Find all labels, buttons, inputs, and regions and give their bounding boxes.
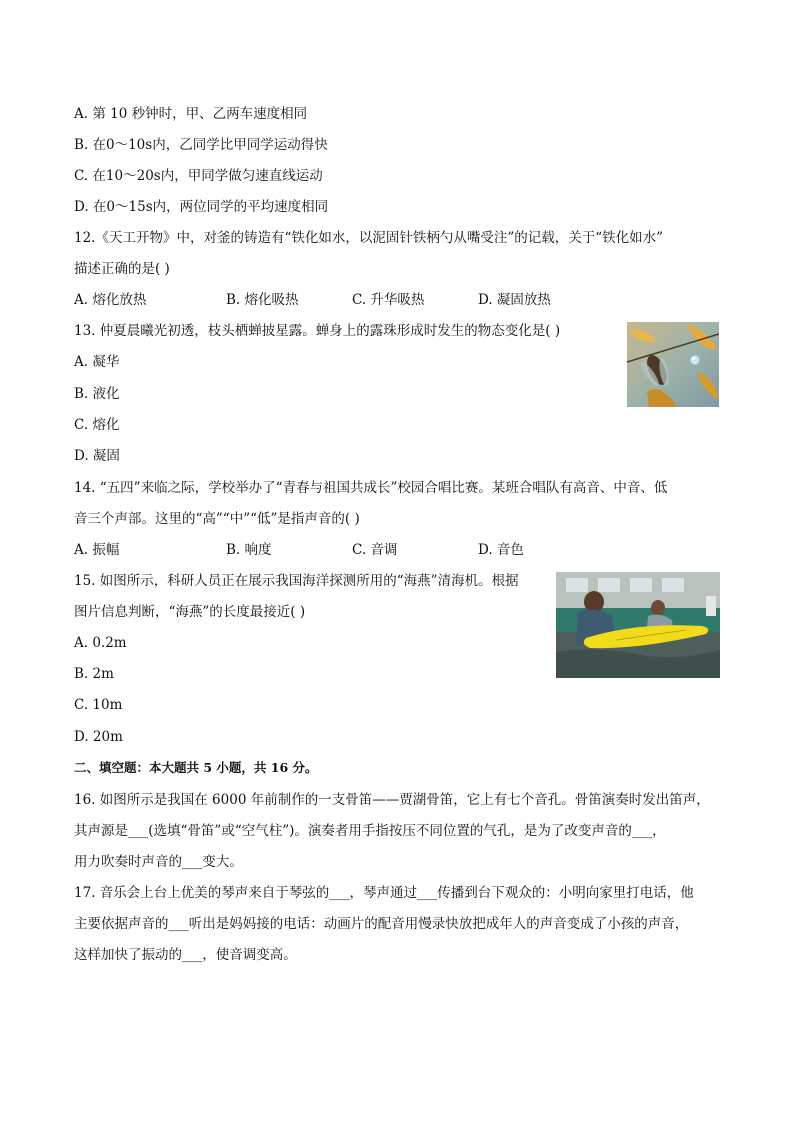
q17-line1: 17. 音乐会上台上优美的琴声来自于琴弦的___，琴声通过___传播到台下观众的：小明向家里打电话，他 — [74, 885, 694, 901]
q15-stem-line1: 15. 如图所示，科研人员正在展示我国海洋探测所用的“海燕”清海机。根据 — [74, 573, 519, 589]
q12-option-b: B. 熔化吸热 — [226, 292, 299, 308]
q15-stem-line2: 图片信息判断，“海燕”的长度最接近( ) — [74, 604, 306, 620]
q16-line1: 16. 如图所示是我国在 6000 年前制作的一支骨笛——贾湖骨笛，它上有七个音孔。骨笛演奏时发出笛声， — [74, 792, 710, 808]
q11-option-d: D. 在0～15s内，两位同学的平均速度相同 — [74, 199, 329, 215]
q14-option-a: A. 振幅 — [74, 542, 120, 558]
q12-stem-line1: 12.《天工开物》中，对釜的铸造有“铁化如水，以泥固针铁柄勺从嘴受注”的记载，关于“铁化如水” — [74, 230, 664, 246]
q14-stem-line2: 音三个声部。这里的“高”“中”“低”是指声音的( ) — [74, 511, 360, 527]
q13-option-c: C. 熔化 — [74, 417, 120, 433]
q15-option-a: A. 0.2m — [74, 635, 127, 651]
haiyan-glider-image — [556, 572, 720, 678]
q11-option-c: C. 在10～20s内，甲同学做匀速直线运动 — [74, 168, 323, 184]
q13-option-d: D. 凝固 — [74, 448, 120, 464]
q15-option-b: B. 2m — [74, 666, 114, 682]
glider-illustration — [556, 572, 720, 678]
section2-heading: 二、填空题：本大题共 5 小题，共 16 分。 — [74, 760, 318, 775]
q12-option-d: D. 凝固放热 — [478, 292, 551, 308]
q12-stem-line2: 描述正确的是( ) — [74, 261, 170, 277]
cicada-illustration — [627, 322, 719, 407]
q11-option-b: B. 在0～10s内，乙同学比甲同学运动得快 — [74, 137, 328, 153]
q12-option-a: A. 熔化放热 — [74, 292, 147, 308]
cicada-dew-image — [627, 322, 719, 407]
q17-line3: 这样加快了振动的___，使音调变高。 — [74, 947, 297, 963]
q12-option-c: C. 升华吸热 — [352, 292, 425, 308]
q13-stem: 13. 仲夏晨曦光初透，枝头栖蝉披星露。蝉身上的露珠形成时发生的物态变化是( ) — [74, 323, 561, 339]
q14-stem-line1: 14. “五四”来临之际，学校举办了“青春与祖国共成长”校园合唱比赛。某班合唱队有高音、中音、低 — [74, 480, 668, 496]
q15-option-c: C. 10m — [74, 697, 123, 713]
q13-option-b: B. 液化 — [74, 386, 120, 402]
q16-line3: 用力吹奏时声音的___变大。 — [74, 854, 243, 870]
q14-option-b: B. 响度 — [226, 542, 272, 558]
q15-option-d: D. 20m — [74, 729, 123, 745]
q14-option-c: C. 音调 — [352, 542, 398, 558]
q17-line2: 主要依据声音的___听出是妈妈接的电话：动画片的配音用慢录快放把成年人的声音变成了小孩的声音， — [74, 916, 689, 932]
q13-option-a: A. 凝华 — [74, 354, 120, 370]
q14-option-d: D. 音色 — [478, 542, 524, 558]
q16-line2: 其声源是___(选填“骨笛”或“空气柱”)。演奏者用手指按压不同位置的气孔，是为了改变声音的___， — [74, 823, 666, 839]
q11-option-a: A. 第 10 秒钟时，甲、乙两车速度相同 — [74, 106, 308, 122]
